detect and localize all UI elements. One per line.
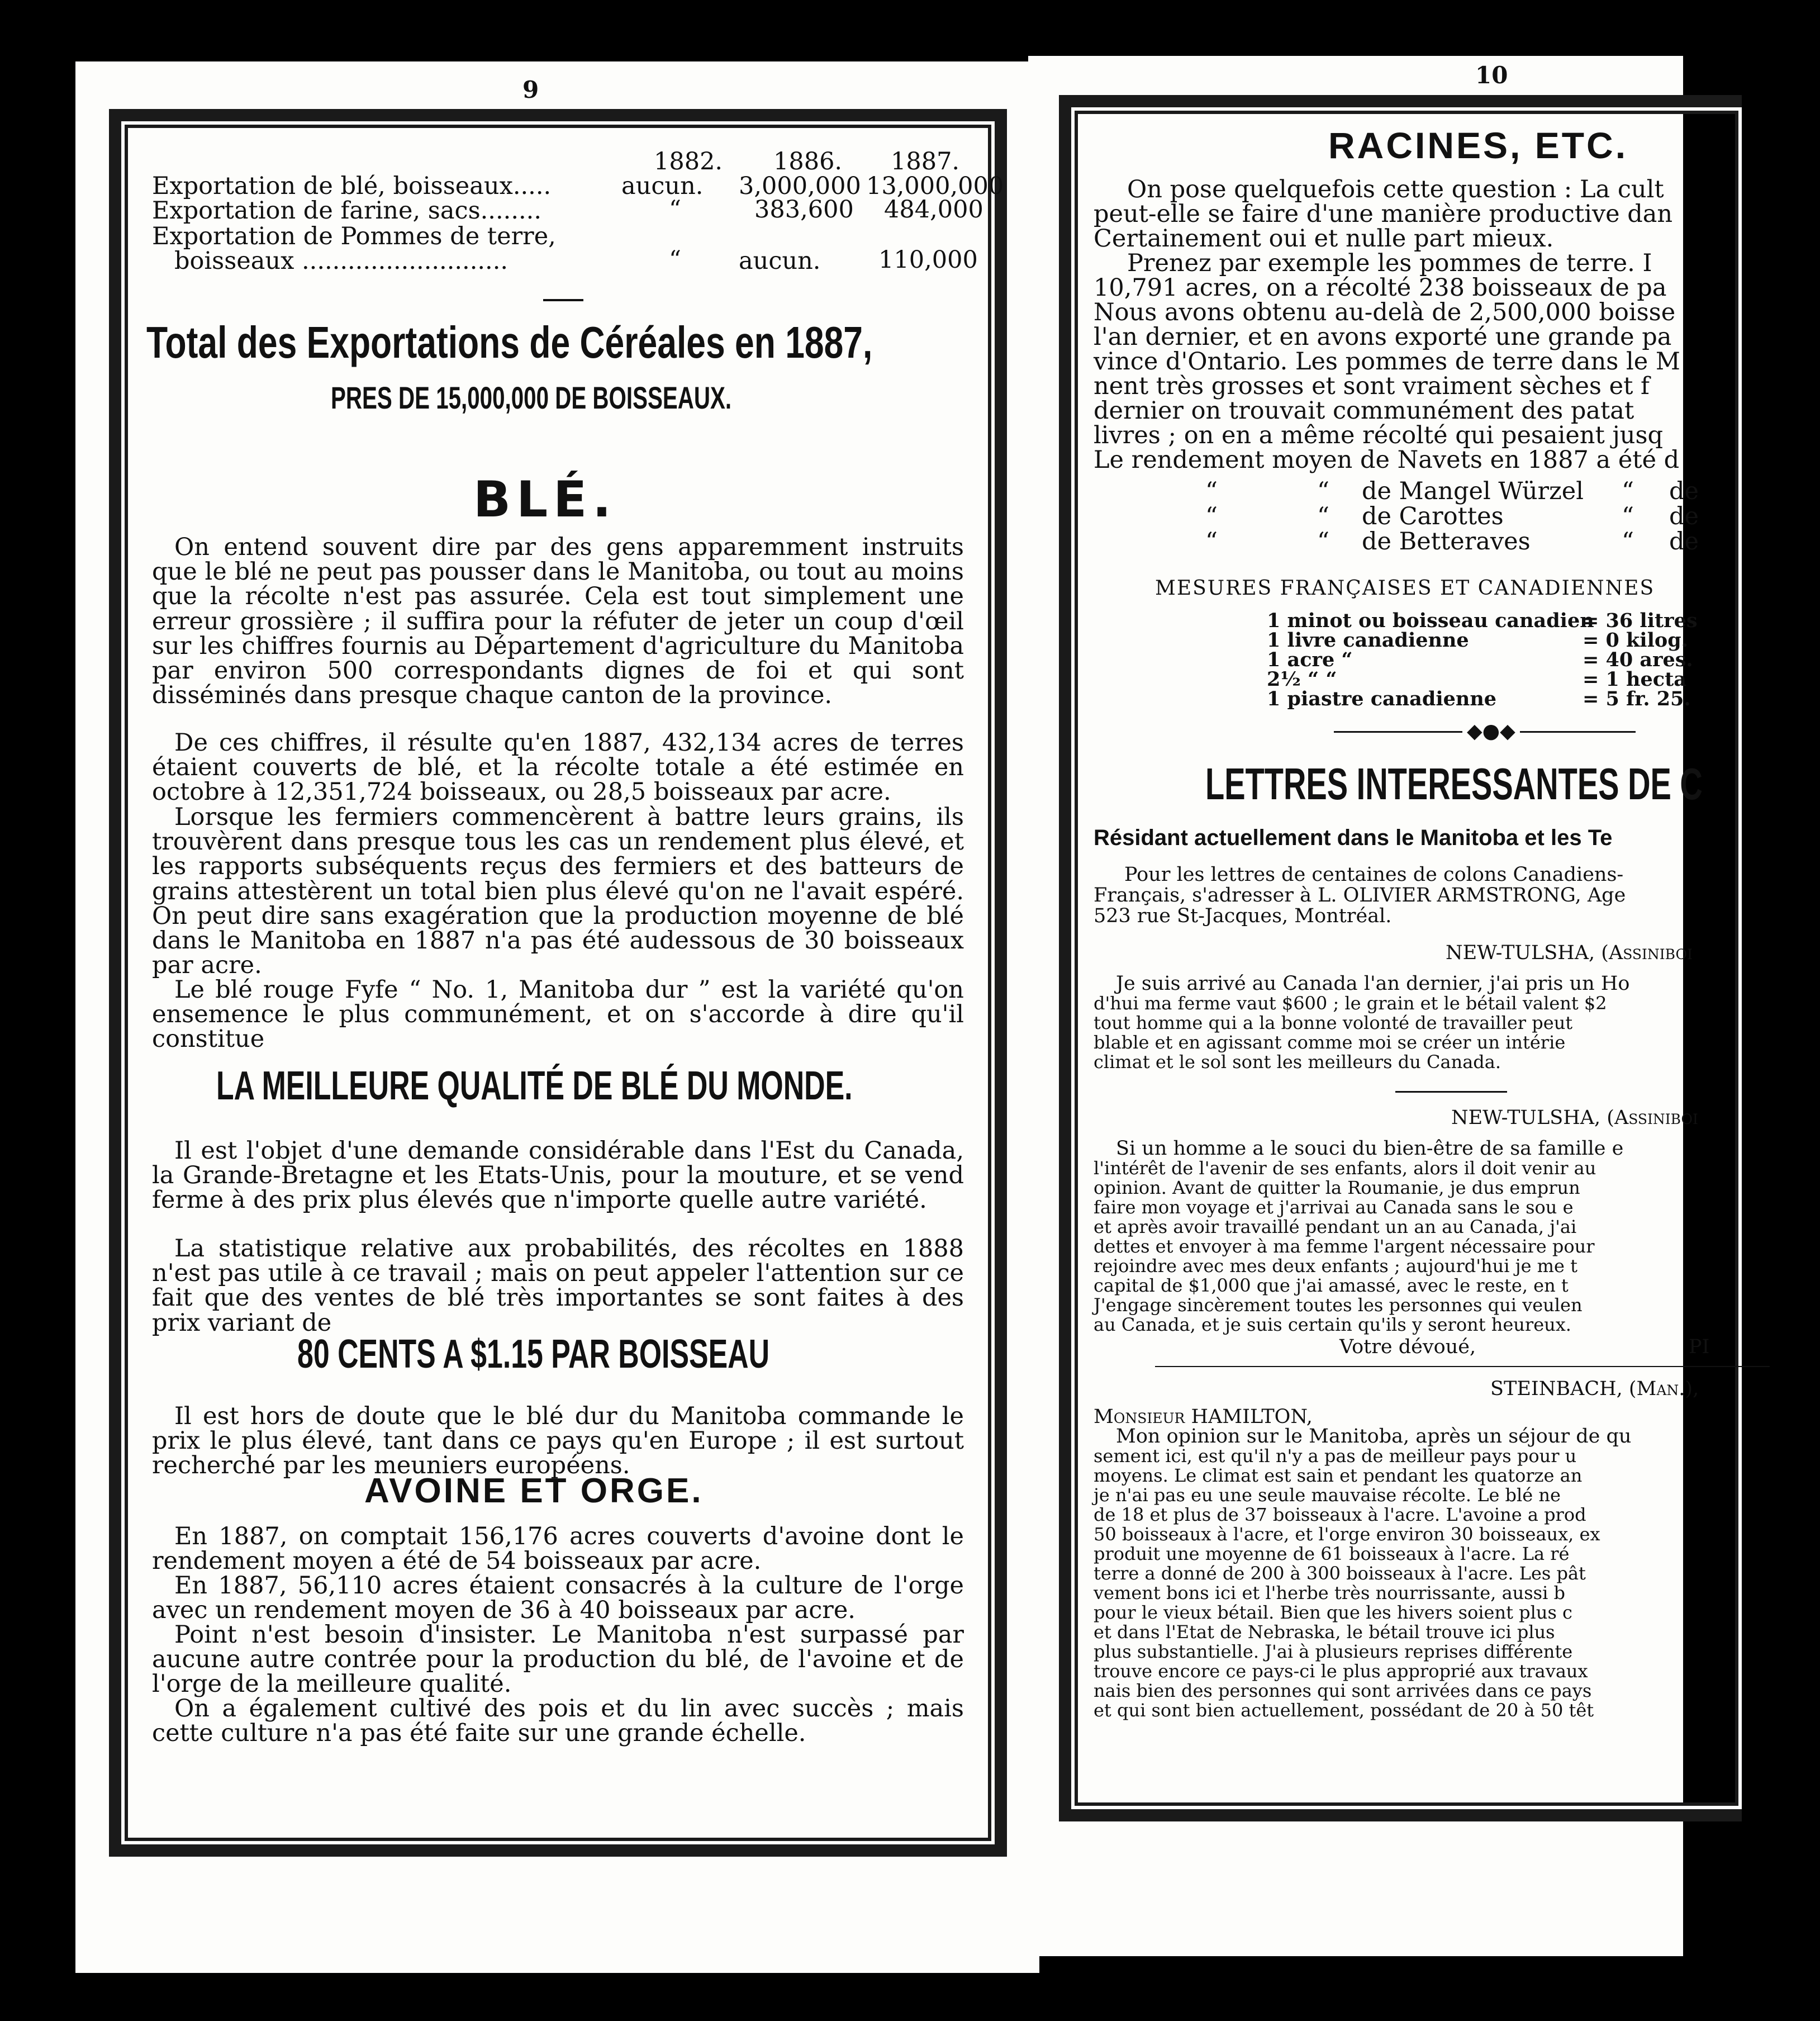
table-cell: 13,000,000 <box>866 172 1004 200</box>
total-heading: Total des Exportations de Céréales en 1887, <box>146 317 873 367</box>
letter-line: tout homme qui a la bonne volonté de travailler peut <box>1094 1012 1573 1033</box>
letter-line: 50 boisseaux à l'acre, et l'orge environ 30 boisseaux, ex <box>1094 1524 1600 1545</box>
prix-heading: 80 CENTS A $1.15 PAR BOISSEAU <box>297 1332 770 1377</box>
table-cell: 3,000,000 <box>739 172 861 200</box>
divider <box>1155 1366 1770 1367</box>
divider <box>1395 1091 1507 1093</box>
left-page <box>75 61 1039 1973</box>
letter-line: Mon opinion sur le Manitoba, après un séjour de qu <box>1116 1425 1632 1448</box>
letter-line: Je suis arrivé au Canada l'an dernier, j'ai pris un Ho <box>1116 972 1630 995</box>
racines-line: On pose quelquefois cette question : La cult <box>1127 175 1664 203</box>
letter-line: faire mon voyage et j'arrivai au Canada sans le sou e <box>1094 1197 1574 1218</box>
letter-line: terre a donné de 200 à 300 boisseaux à l'acre. Les pât <box>1094 1563 1586 1584</box>
mesure-right: = 36 litres <box>1583 609 1698 632</box>
ble-paragraph-1: On entend souvent dire par des gens apparemment instruits que le blé ne peut pas pousser dans le Manitoba, ou tout au moins que la récolte n'est pas assurée. Cela est tout simplement une erreur grossière ; il suffira pour la réfuter de jeter un coup d'œil sur les chiffres fournis au Département d'agriculture du Manitoba par environ 500 correspondants dignes de foi et qui sont disséminés dans presque chaque canton de la province. <box>152 533 964 710</box>
letter-line: nais bien des personnes qui sont arrivées dans ce pays <box>1094 1680 1592 1701</box>
ditto: “ <box>1622 528 1634 556</box>
letter-line: blable et en agissant comme moi se créer un intérie <box>1094 1032 1566 1053</box>
letter-place: NEW-TULSHA, (Assiniboi <box>1446 942 1693 964</box>
letter-signoff: Votre dévoué, <box>1339 1336 1476 1358</box>
lettres-intro-line: Français, s'adresser à L. OLIVIER ARMSTRONG, Age <box>1094 884 1626 907</box>
page-number: 9 <box>522 76 539 103</box>
mesure-right: = 40 ares. <box>1583 648 1693 671</box>
racines-line: Le rendement moyen de Navets en 1887 a été d <box>1094 446 1680 474</box>
table-cell: “ <box>669 196 681 224</box>
total-subheading: PRES DE 15,000,000 DE BOISSEAUX. <box>331 380 732 415</box>
mesure-left: 1 livre canadienne <box>1267 629 1469 652</box>
mesure-left: 1 minot ou boisseau canadien <box>1267 609 1594 632</box>
avoine-heading: AVOINE ET ORGE. <box>364 1472 704 1510</box>
ditto: “ <box>1317 528 1329 556</box>
letter-place: STEINBACH, (Man.), <box>1490 1378 1699 1400</box>
mesure-left: 1 piastre canadienne <box>1267 687 1497 710</box>
letter-line: pour le vieux bétail. Bien que les hivers soient plus c <box>1094 1602 1572 1623</box>
letter-line: je n'ai pas eu une seule mauvaise récolte. Le blé ne <box>1094 1484 1561 1506</box>
table-cell: 484,000 <box>884 196 983 224</box>
letter-line: plus substantielle. J'ai à plusieurs reprises différente <box>1094 1641 1573 1662</box>
yield-row-tail: de <box>1669 528 1699 556</box>
racines-line: peut-elle se faire d'une manière productive dan <box>1094 200 1673 228</box>
yield-row-name: de Betteraves <box>1362 528 1531 556</box>
meilleure-paragraph-2: La statistique relative aux probabilités, des récoltes en 1888 n'est pas utile à ce travail ; mais on peut appeler l'attention sur ce fait que des ventes de blé très importantes se sont faites à des prix variant de <box>152 1235 964 1337</box>
letter-signature: PI <box>1689 1336 1710 1358</box>
letter-line: l'intérêt de l'avenir de ses enfants, alors il doit venir au <box>1094 1157 1596 1179</box>
right-page-frame <box>1059 95 1742 1821</box>
letter-line: vement bons ici et l'herbe très nourrissante, aussi b <box>1094 1582 1565 1603</box>
year-1882: 1882. <box>654 148 723 175</box>
racines-line: l'an dernier, et en avons exporté une grande pa <box>1094 323 1672 351</box>
avoine-paragraph-3: Point n'est besoin d'insister. Le Manitoba n'est surpassé par aucune autre contrée pour la production du blé, de l'avoine et de l'orge de la meilleure qualité. <box>152 1621 964 1699</box>
year-1887: 1887. <box>891 148 960 175</box>
avoine-paragraph-2: En 1887, 56,110 acres étaient consacrés à la culture de l'orge avec un rendement moyen de 36 à 40 boisseaux par acre. <box>152 1572 964 1625</box>
racines-line: dernier on trouvait communément des patat <box>1094 397 1634 425</box>
table-cell: 383,600 <box>754 196 854 224</box>
letter-line: produit une moyenne de 61 boisseaux à l'acre. La ré <box>1094 1543 1570 1564</box>
table-cell: aucun. <box>739 247 821 275</box>
avoine-paragraph-1: En 1887, on comptait 156,176 acres couverts d'avoine dont le rendement moyen a été de 54 boisseaux par acre. <box>152 1522 964 1576</box>
racines-line: Certainement oui et nulle part mieux. <box>1094 225 1554 253</box>
letter-line: capital de $1,000 que j'ai amassé, avec le reste, en t <box>1094 1275 1569 1296</box>
right-page <box>1028 56 1710 1956</box>
letter-line: Si un homme a le souci du bien-être de sa famille e <box>1116 1137 1624 1160</box>
racines-line: livres ; on en a même récolté qui pesaient jusq <box>1094 421 1664 449</box>
yield-row-name: de Carottes <box>1362 502 1504 530</box>
mesure-right: = 5 fr. 25. <box>1583 687 1691 710</box>
ditto: “ <box>1205 528 1218 556</box>
lettres-heading: LETTRES INTERESSANTES DE C <box>1205 759 1703 809</box>
racines-line: 10,791 acres, on a récolté 238 boisseaux de pa <box>1094 274 1667 302</box>
lettres-subheading: Résidant actuellement dans le Manitoba et les Te <box>1094 826 1613 850</box>
letter-line: J'engage sincèrement toutes les personnes qui veulen <box>1094 1294 1583 1316</box>
letter-line: de 18 et plus de 37 boisseaux à l'acre. L'avoine a prod <box>1094 1504 1586 1525</box>
racines-line: nent très grosses et sont vraiment sèches et f <box>1094 372 1650 400</box>
mesures-heading: MESURES FRANÇAISES ET CANADIENNES <box>1155 577 1655 600</box>
racines-line: Nous avons obtenu au-delà de 2,500,000 boisse <box>1094 298 1676 326</box>
table-cell: aucun. <box>621 172 704 200</box>
letter-line: climat et le sol sont les meilleurs du Canada. <box>1094 1051 1501 1073</box>
table-row-label: Exportation de blé, boisseaux..... <box>152 172 552 200</box>
table-cell: “ <box>669 246 681 274</box>
page-number: 10 <box>1475 61 1508 89</box>
ble-heading: BLÉ. <box>473 471 617 528</box>
racines-line: vince d'Ontario. Les pommes de terre dans le M <box>1094 348 1680 376</box>
ble-paragraph-3: Lorsque les fermiers commencèrent à battre leurs grains, ils trouvèrent dans presque tous les cas un rendement plus élevé, et les rapports subséquents reçus des fermiers et des batteurs de grains attestèrent un total bien plus élevé qu'on ne l'avait espéré. On peut dire sans exagération que la production moyenne de blé dans le Manitoba en 1887 n'a pas été audessous de 30 boisseaux par acre. <box>152 803 964 980</box>
letter-line: dettes et envoyer à ma femme l'argent nécessaire pour <box>1094 1236 1595 1257</box>
left-page-frame <box>109 109 1007 1857</box>
letter-line: d'hui ma ferme vaut $600 ; le grain et le bétail valent $2 <box>1094 993 1607 1014</box>
table-cell: 110,000 <box>878 246 978 274</box>
table-row-label-cont: boisseaux ........................... <box>174 247 509 275</box>
racines-line: Prenez par exemple les pommes de terre. I <box>1127 249 1652 277</box>
ornament-icon: ◆●◆ <box>1462 720 1520 743</box>
mesure-right: = 0 kilog. <box>1583 629 1688 652</box>
yield-row-tail: de <box>1669 477 1699 505</box>
yield-row-tail: de <box>1669 502 1699 530</box>
ditto: “ <box>1205 477 1218 505</box>
ditto: “ <box>1205 502 1218 530</box>
ditto: “ <box>1317 502 1329 530</box>
letter-salutation: Monsieur HAMILTON, <box>1094 1406 1313 1428</box>
ble-paragraph-4: Le blé rouge Fyfe “ No. 1, Manitoba dur ” est la variété qu'on ensemence le plus communément, et on s'accorde à dire qu'il constitue <box>152 976 964 1054</box>
mesure-right: = 1 hecta <box>1583 668 1686 691</box>
ditto: “ <box>1317 477 1329 505</box>
ble-paragraph-2: De ces chiffres, il résulte qu'en 1887, 432,134 acres de terres étaient couverts de blé, et la récolte totale a été estimée en octobre à 12,351,724 boisseaux, ou 28,5 boisseaux par acre. <box>152 729 964 806</box>
mesure-left: 2½ “ “ <box>1267 668 1337 691</box>
avoine-paragraph-4: On a également cultivé des pois et du lin avec succès ; mais cette culture n'a pas été faite sur une grande échelle. <box>152 1695 964 1748</box>
year-1886: 1886. <box>773 148 843 175</box>
letter-line: opinion. Avant de quitter la Roumanie, je dus emprun <box>1094 1177 1580 1198</box>
ditto: “ <box>1622 477 1634 505</box>
letter-place: NEW-TULSHA, (Assiniboi <box>1451 1107 1698 1129</box>
prix-paragraph: Il est hors de doute que le blé dur du Manitoba commande le prix le plus élevé, tant dans ce pays qu'en Europe ; il est surtout recherché par les meuniers européens. <box>152 1402 964 1480</box>
table-row-label: Exportation de Pommes de terre, <box>152 222 556 250</box>
letter-line: et dans l'Etat de Nebraska, le bétail trouve ici plus <box>1094 1621 1555 1643</box>
lettres-intro-line: Pour les lettres de centaines de colons Canadiens- <box>1124 864 1624 886</box>
meilleure-heading: LA MEILLEURE QUALITÉ DE BLÉ DU MONDE. <box>216 1064 853 1108</box>
letter-line: et après avoir travaillé pendant un an au Canada, j'ai <box>1094 1216 1577 1237</box>
divider <box>543 299 583 301</box>
letter-line: et qui sont bien actuellement, possédant de 20 à 50 têt <box>1094 1700 1594 1721</box>
letter-line: rejoindre avec mes deux enfants ; aujourd'hui je me t <box>1094 1255 1577 1277</box>
mesure-left: 1 acre “ <box>1267 648 1353 671</box>
racines-heading: RACINES, ETC. <box>1328 125 1628 166</box>
letter-line: au Canada, et je suis certain qu'ils y seront heureux. <box>1094 1314 1571 1335</box>
yield-row-name: de Mangel Würzel <box>1362 477 1584 505</box>
ditto: “ <box>1622 502 1634 530</box>
letter-line: moyens. Le climat est sain et pendant les quatorze an <box>1094 1465 1583 1486</box>
letter-line: trouve encore ce pays-ci le plus approprié aux travaux <box>1094 1661 1588 1682</box>
letter-line: sement ici, est qu'il n'y a pas de meilleur pays pour u <box>1094 1445 1577 1467</box>
lettres-intro-line: 523 rue St-Jacques, Montréal. <box>1094 905 1392 927</box>
table-row-label: Exportation de farine, sacs........ <box>152 197 541 225</box>
meilleure-paragraph-1: Il est l'objet d'une demande considérable dans l'Est du Canada, la Grande-Bretagne et les Etats-Unis, pour la mouture, et se vend ferme à des prix plus élevés que n'importe quelle autre variété. <box>152 1137 964 1215</box>
